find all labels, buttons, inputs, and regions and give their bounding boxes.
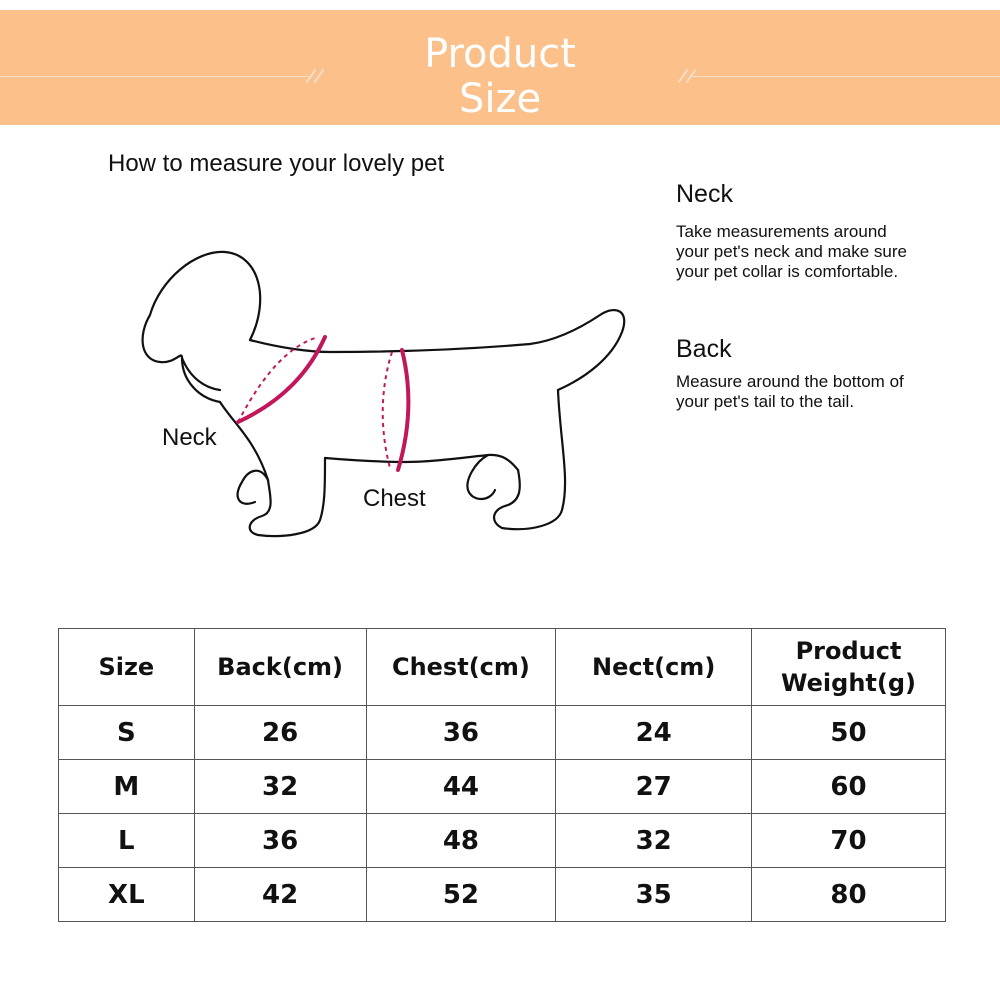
banner-title-line1: Product <box>424 31 576 77</box>
neck-heading: Neck <box>676 180 733 208</box>
cell-weight: 60 <box>752 760 946 814</box>
header-banner <box>0 10 1000 125</box>
cell-chest: 44 <box>366 760 556 814</box>
table-row <box>59 706 946 760</box>
cell-chest: 48 <box>366 814 556 868</box>
cell-size: M <box>59 760 195 814</box>
cell-size: XL <box>59 868 195 922</box>
chest-measure-dashed <box>383 352 392 468</box>
table-header-row <box>59 629 946 706</box>
cell-size: S <box>59 706 195 760</box>
cell-weight: 70 <box>752 814 946 868</box>
cell-chest: 52 <box>366 868 556 922</box>
banner-title <box>0 32 1000 122</box>
header-neck: Nect(cm) <box>556 629 752 706</box>
cell-neck: 35 <box>556 868 752 922</box>
cell-weight: 50 <box>752 706 946 760</box>
cell-back: 26 <box>194 706 366 760</box>
cell-back: 32 <box>194 760 366 814</box>
cell-back: 42 <box>194 868 366 922</box>
header-size: Size <box>59 629 195 706</box>
cell-chest: 36 <box>366 706 556 760</box>
header-chest: Chest(cm) <box>366 629 556 706</box>
table-row <box>59 868 946 922</box>
cell-back: 36 <box>194 814 366 868</box>
table-row <box>59 760 946 814</box>
neck-instructions: Take measurements around your pet's neck and make sure your pet collar is comfortable. <box>676 222 907 281</box>
cell-size: L <box>59 814 195 868</box>
back-instructions: Measure around the bottom of your pet's tail to the tail. <box>676 372 904 411</box>
header-weight: Product Weight(g) <box>752 629 946 706</box>
header-back: Back(cm) <box>194 629 366 706</box>
back-heading: Back <box>676 335 732 363</box>
table-row <box>59 814 946 868</box>
guide-title: How to measure your lovely pet <box>108 150 445 177</box>
chest-measure-line <box>398 350 408 470</box>
neck-label: Neck <box>162 424 217 451</box>
neck-measure-line <box>238 337 325 422</box>
cell-neck: 24 <box>556 706 752 760</box>
cell-neck: 32 <box>556 814 752 868</box>
cell-neck: 27 <box>556 760 752 814</box>
banner-title-line2: Size <box>458 76 542 122</box>
chest-label: Chest <box>363 485 426 512</box>
cell-weight: 80 <box>752 868 946 922</box>
size-table <box>58 628 946 922</box>
